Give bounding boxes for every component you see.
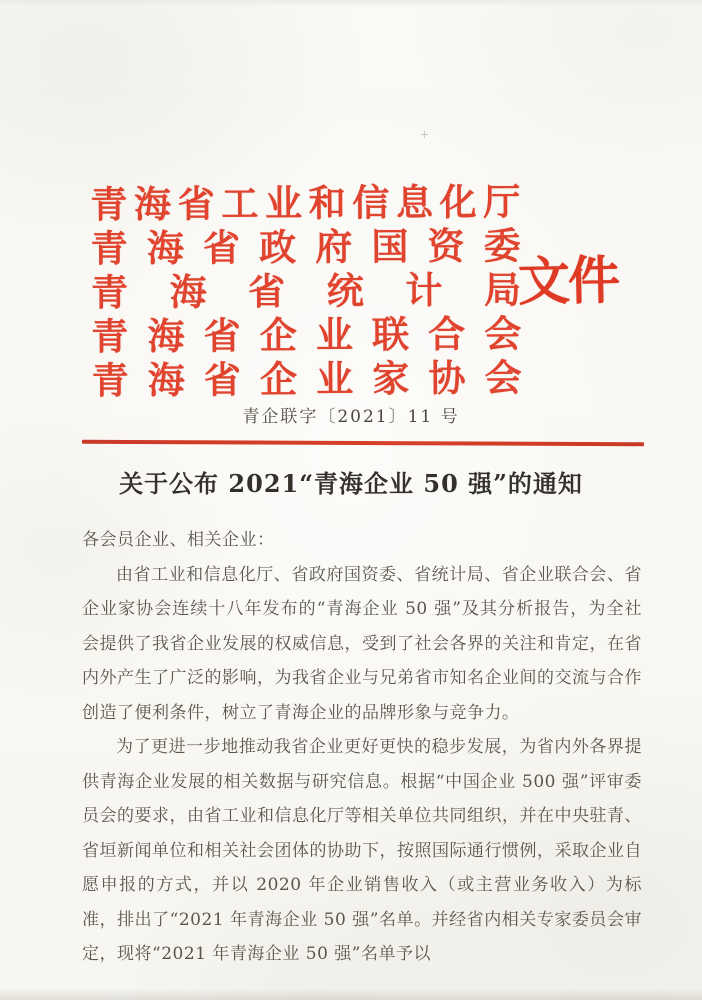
letterhead-org-line-4: 青 海 省 企 业 联 合 会 (91, 311, 522, 359)
body-paragraph-2: 为了更进一步地推动我省企业更好更快的稳步发展，为省内外各界提供青海企业发展的相关数据与研究信息。根据“中国企业 500 强”评审委员会的要求，由省工业和信息化厅等相关单位共同组织，并在中央驻青、省垣新闻单位和相关社会团体的协助下，按照国际通行惯例，采取企业自愿申报的方式，并以 2020 年企业销售收入（或主营业务收入）为标准，排出了“2021 年青海企业 50 强”名单。并经省内相关专家委员会审定，现将“2021 年青海企业 50 强”名单予以 (82, 737, 642, 964)
letterhead-org-line-3: 青 海 省 统 计 局 (90, 267, 522, 315)
document-body (82, 523, 642, 972)
scan-edge-bottom (0, 988, 702, 1000)
red-divider-rule (82, 440, 644, 446)
letterhead-org-line-5: 青 海 省 企 业 家 协 会 (91, 355, 522, 403)
scan-artifact-cross-vertical (424, 131, 425, 138)
doc-number: 青企联字〔2021〕11 号 (242, 407, 460, 427)
letterhead (90, 177, 522, 403)
salutation-line: 各会员企业、相关企业： (82, 530, 275, 550)
document-title: 关于公布 2021“青海企业 50 强”的通知 (119, 469, 583, 498)
letterhead-org-line-1: 青 海 省 工 业 和 信 息 化 厅 (90, 179, 521, 227)
scan-edge-top (0, 0, 702, 7)
scan-artifact-cross-mark (421, 131, 428, 138)
letterhead-doc-type-label: 文件 (517, 249, 619, 314)
letterhead-org-line-2: 青 海 省 政 府 国 资 委 (90, 223, 521, 271)
body-paragraph-1: 由省工业和信息化厅、省政府国资委、省统计局、省企业联合会、省企业家协会连续十八年发布的“青海企业 50 强”及其分析报告，为全社会提供了我省企业发展的权威信息，受到了社会各界的关注和肯定，在省内外产生了广泛的影响，为我省企业与兄弟省市知名企业间的交流与合作创造了便利条件，树立了青海企业的品牌形象与竞争力。 (82, 564, 642, 723)
